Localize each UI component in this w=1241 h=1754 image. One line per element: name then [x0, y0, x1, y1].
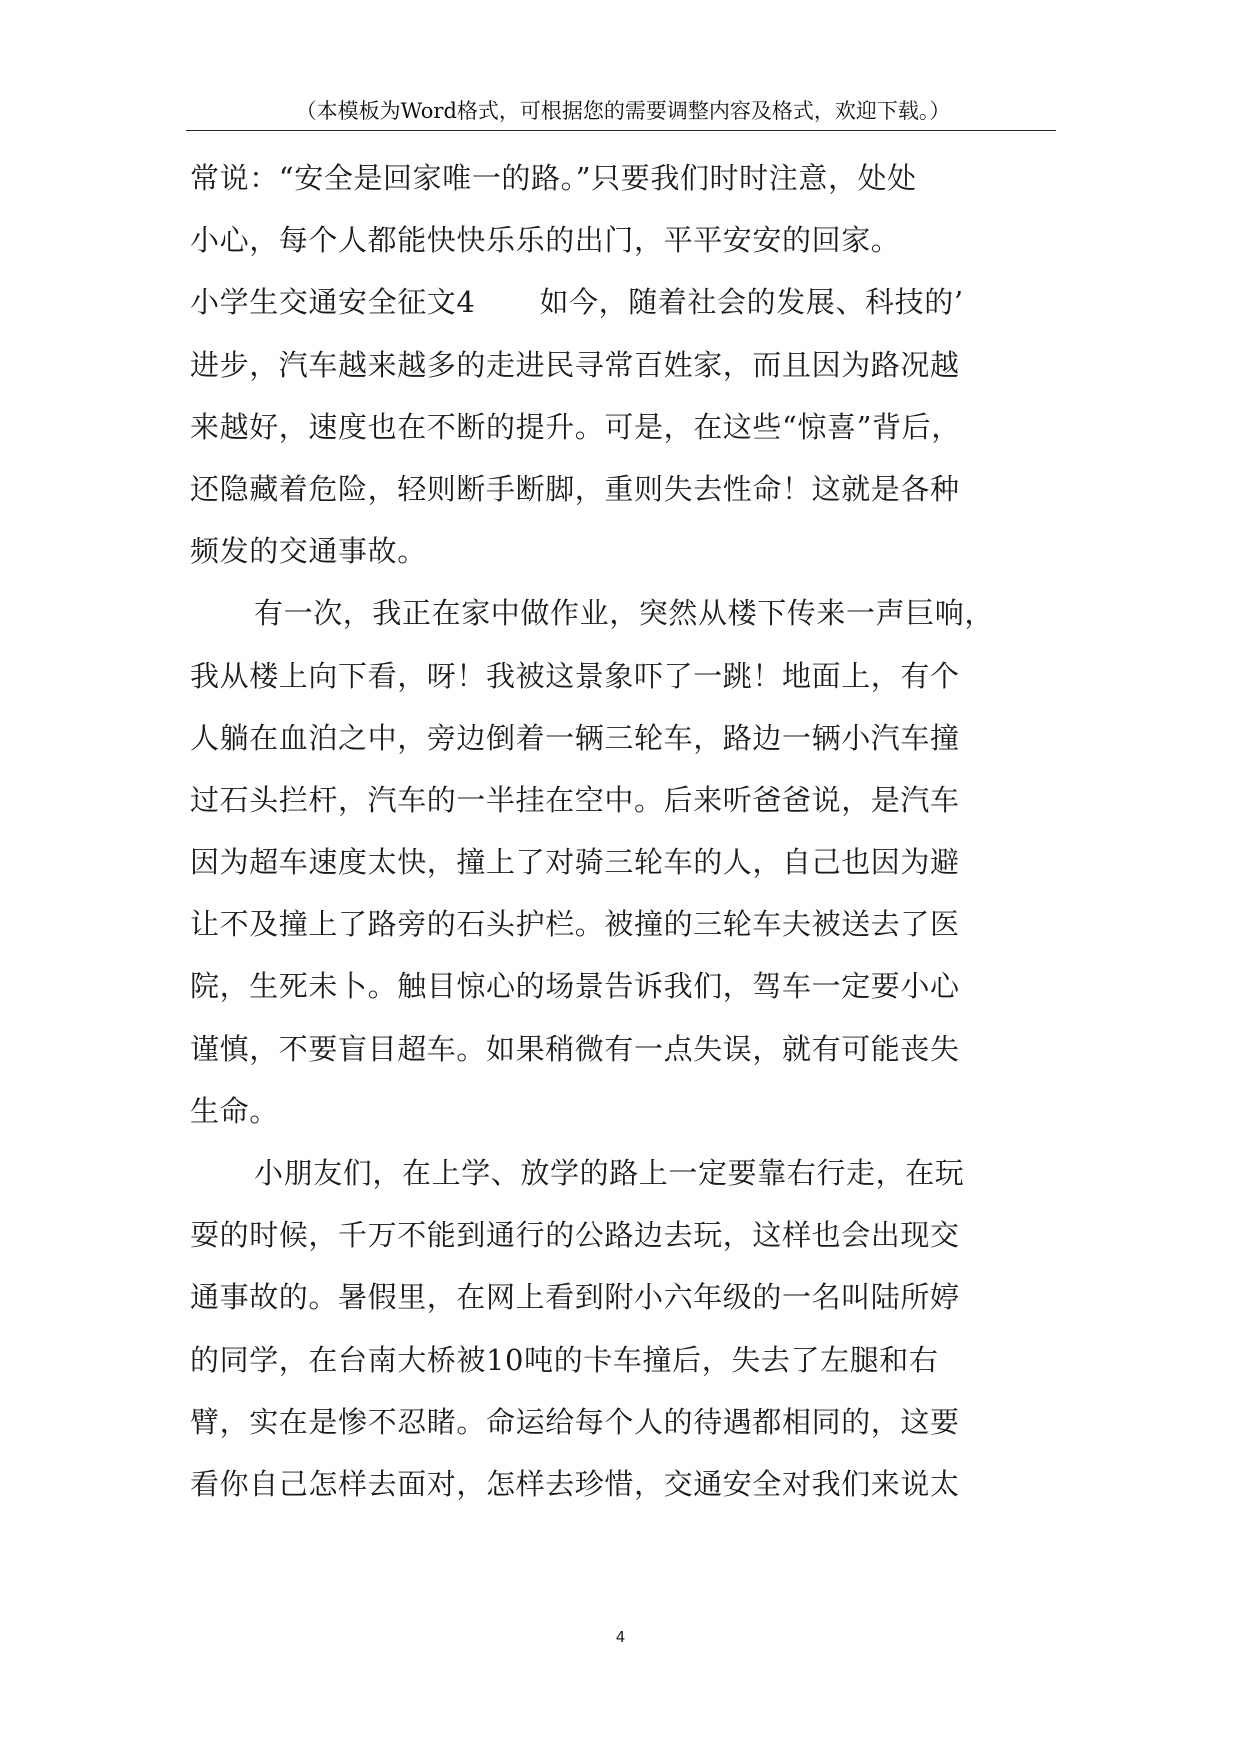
paragraph-line: 频发的交通事故。 — [190, 534, 427, 569]
paragraph-line: 我从楼上向下看，呀！我被这景象吓了一跳！地面上，有个 — [190, 658, 960, 693]
body-line: 小心，每个人都能快快乐乐的出门，平平安安的回家。 — [190, 223, 901, 258]
section-heading-line — [190, 271, 1058, 333]
paragraph-line: 小朋友们，在上学、放学的路上一定要靠右行走，在玩 — [254, 1156, 965, 1190]
paragraph-line: 有一次，我正在家中做作业，突然从楼下传来一声巨响， — [254, 596, 995, 631]
paragraph-line: 进步，汽车越来越多的走进民寻常百姓家，而且因为路况越 — [190, 347, 960, 382]
paragraph-line: 的同学，在台南大桥被10吨的卡车撞后，失去了左腿和右 — [190, 1342, 939, 1377]
paragraph-line: 生命。 — [190, 1093, 279, 1128]
section-first-line: 如今，随着社会的发展、科技的’ — [539, 285, 964, 320]
section-title: 小学生交通安全征文4 — [190, 285, 476, 320]
paragraph-line: 谨慎，不要盲目超车。如果稍微有一点失误，就有可能丧失 — [190, 1031, 960, 1066]
paragraph-line: 人躺在血泊之中，旁边倒着一辆三轮车，路边一辆小汽车撞 — [190, 720, 960, 755]
page-number: 4 — [615, 1628, 626, 1646]
paragraph-line: 臂，实在是惨不忍睹。命运给每个人的待遇都相同的，这要 — [190, 1404, 960, 1439]
paragraph-line: 耍的时候，千万不能到通行的公路边去玩，这样也会出现交 — [190, 1218, 960, 1253]
paragraph-line: 还隐藏着危险，轻则断手断脚，重则失去性命！这就是各种 — [190, 471, 960, 506]
paragraph-line: 让不及撞上了路旁的石头护栏。被撞的三轮车夫被送去了医 — [190, 907, 960, 942]
template-note-header: （本模板为Word格式，可根据您的需要调整内容及格式，欢迎下载。） — [295, 99, 951, 123]
paragraph-line: 来越好，速度也在不断的提升。可是，在这些“惊喜”背后， — [190, 409, 961, 444]
document-body — [190, 147, 1058, 1515]
paragraph-line: 看你自己怎样去面对，怎样去珍惜，交通安全对我们来说太 — [190, 1466, 960, 1501]
paragraph-line: 院，生死未卜。触目惊心的场景告诉我们，驾车一定要小心 — [190, 969, 960, 1004]
paragraph-line: 过石头拦杆，汽车的一半挂在空中。后来听爸爸说，是汽车 — [190, 782, 960, 817]
paragraph-line: 因为超车速度太快，撞上了对骑三轮车的人，自己也因为避 — [190, 845, 960, 880]
paragraph-line: 通事故的。暑假里，在网上看到附小六年级的一名叫陆所婷 — [190, 1280, 960, 1315]
body-line: 常说：“安全是回家唯一的路。”只要我们时时注意，处处 — [190, 161, 917, 195]
header-divider — [186, 130, 1056, 131]
